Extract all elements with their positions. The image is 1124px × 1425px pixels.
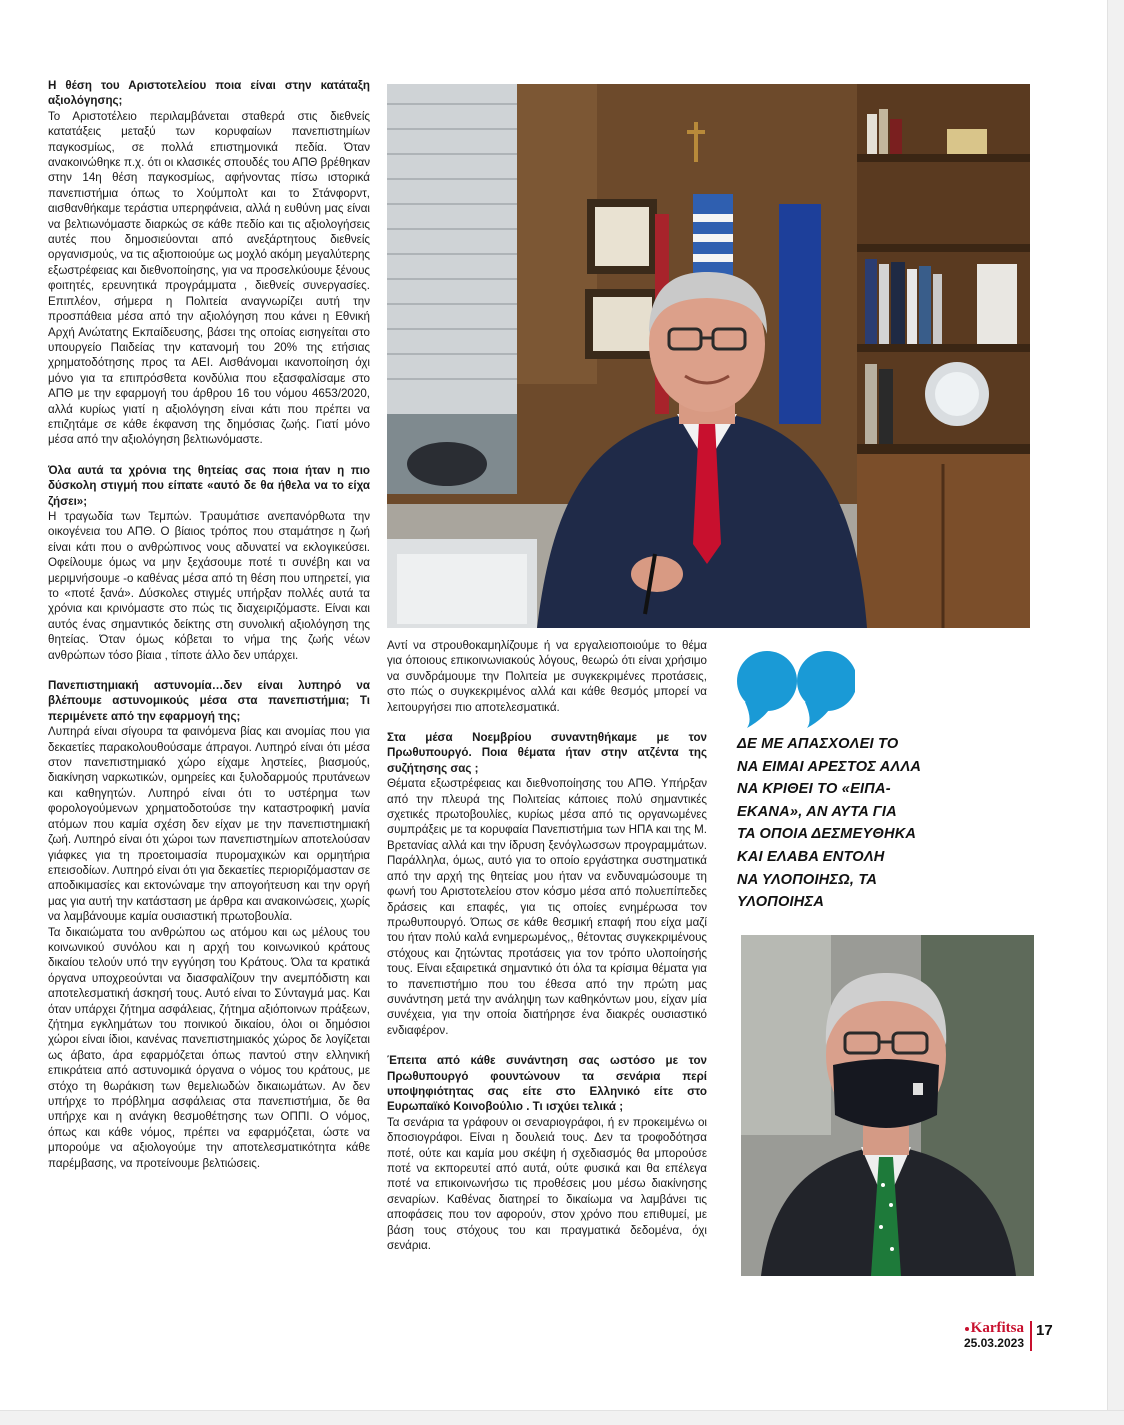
issue-date: 25.03.2023 — [963, 1336, 1024, 1350]
middle-question: Στα μέσα Νοεμβρίου συναντηθήκαμε με τον Πρωθυπουργό. Ποια θέματα ήταν στην ατζέντα της συζήτησης σας ; — [387, 731, 707, 775]
pull-quote-line: ΥΛΟΠΟΙΗΣΑ — [737, 894, 825, 911]
left-question: Η θέση του Αριστοτελείου ποια είναι στην κατάταξη αξιολόγησης; — [48, 79, 370, 108]
pull-quote-line: ΝΑ ΥΛΟΠΟΙΗΣΩ, ΤΑ — [737, 871, 878, 888]
middle-spacer — [387, 715, 707, 730]
middle-paragraph: Αντί να στρουθοκαμηλίζουμε ή να εργαλειοποιούμε το θέμα για όποιους επικοινωνιακούς λόγους, θεωρώ ότι είναι χρήσιμο να συνδράμουμε την Πολιτεία με συγκεκριμένες προτάσεις, στο πώς ο συγκεκριμένος αλλά και κάθε θεσμός μπορεί να λειτουργήσει πιο αποτελεσματικά. — [387, 639, 707, 714]
pull-quote-line: ΝΑ ΚΡΙΘΕΙ ΤΟ «ΕΙΠΑ- — [737, 781, 891, 798]
left-spacer — [48, 448, 370, 463]
page-edge-right — [1107, 0, 1124, 1425]
pull-quote — [737, 733, 1037, 914]
quote-marks-icon — [735, 648, 855, 728]
main-photo — [387, 84, 1030, 628]
masked-portrait-photo — [741, 935, 1034, 1276]
middle-column — [387, 638, 707, 1253]
page-edge-bottom — [0, 1410, 1124, 1425]
pull-quote-line: ΝΑ ΕΙΜΑΙ ΑΡΕΣΤΟΣ ΑΛΛΑ — [737, 758, 922, 775]
left-paragraph: Η τραγωδία των Τεμπών. Τραυμάτισε ανεπανόρθωτα την οικογένεια του ΑΠΘ. Ο βίαιος τρόπος που σταμάτησε η ζωή είναι κάτι που ο ανθρώπινος νους αδυνατεί να εκλογικεύσει. Οφείλουμε όμως να μην ξεχάσουμε ποτέ τι συνέβη και να μεριμνήσουμε -ο καθένας μέσα από τη θέση που υπηρετεί, για το «ποτέ ξανά». Δύσκολες στιγμές υπήρξαν πολλές αυτά τα χρόνια και κρινόμαστε στο πώς τις διαχειριζόμαστε. Είναι και αυτός ένας σημαντικός δείκτης στη συνολική αξιολόγηση της θητείας. Όταν όμως κόβεται το νήμα της ζωής νέων ανθρώπων τόσο βίαια , τίποτε άλλο δεν υπάρχει. — [48, 509, 370, 662]
middle-paragraph: Τα σενάρια τα γράφουν οι σεναριογράφοι, ή εν προκειμένω οι δποσιογράφοι. Είναι η δουλειά τους. Δεν τα τροφοδότησα ποτέ, ούτε και καμία μου σκέψη ή σχεδιασμός θα μπορούσε ποτέ να εκπορευτεί από αυτά, ούτε φυσικά και θα επέλεγα ποτέ να επικοινωνήσω τις προθέσεις μου μέσω διακίνησης σεναρίων. Καθένας διατηρεί το δικαίωμα να λαμβάνει τις αποφάσεις που τον αφορούν, στον χρόνο που επιθυμεί, με βάση τους στόχους του και πραγματικά δεδομένα, όχι σενάρια. — [387, 1115, 707, 1253]
left-paragraph: Το Αριστοτέλειο περιλαμβάνεται σταθερά στις διεθνείς κατατάξεις μεταξύ των κορυφαίων πανεπιστημίων παγκοσμίως, σε πολλά επιστημονικά πεδία. Όταν ανακοινώθηκε π.χ. ότι οι κλασικές σπουδές του ΑΠΘ βρέθηκαν στην 14η θέση παγκοσμίως, αφήνοντας πίσω ιστορικά πανεπιστήμια όπως το Χούμπολτ και το Στάνφορντ, αισθανθήκαμε τεράστια υπερηφάνεια, αλλά η ευθύνη μας είναι να βελτιωνόμαστε διαρκώς σε κάθε πεδίο και τις αξιολογήσεις αυτές που δημοσιεύονται από ανεξάρτητους διεθνείς οργανισμούς, να τις αξιοποιούμε ως μοχλό ακόμη μεγαλύτερης εξωστρέφειας και διεθνοποίησης, για να προσελκύουμε ξένους φοιτητές, ερευνητικά προγράμματα , διεθνείς συνεργασίες. Επιπλέον, σήμερα η Πολιτεία αναγνωρίζει αυτή την προσπάθεια μέσα από την αξιολόγηση που κάνει η Εθνική Αρχή Ανώτατης Εκπαίδευσης, βάσει της οποίας εισηγείται στο υπουργείο Παιδείας την κατανομή του 20% της ετήσιας χρηματοδότησης προς τα ΑΕΙ. Αισθάνομαι ικανοποίηση όχι μόνο για τα επιπρόσθετα κονδύλια που εξασφαλίσαμε στο ΑΠΘ με την εφαρμογή του άρθρου 16 του νόμου 4653/2020, αλλά κυρίως γιατί η αξιολόγηση είναι κάτι που πρέπει να επιζητάμε σε κάθε έκφανση της δημόσιας ζωής. Γιατί μόνο μέσα από την αξιολόγηση βελτιωνόμαστε. — [48, 109, 370, 447]
pull-quote-line: ΚΑΙ ΕΛΑΒΑ ΕΝΤΟΛΗ — [737, 848, 885, 865]
pull-quote-line: ΕΚΑΝΑ», ΑΝ ΑΥΤΑ ΓΙΑ — [737, 803, 897, 820]
page-number-divider — [1030, 1321, 1032, 1351]
pull-quote-line: ΤΑ ΟΠΟΙΑ ΔΕΣΜΕΥΘΗΚΑ — [737, 826, 917, 843]
middle-spacer — [387, 1038, 707, 1053]
middle-question: Έπειτα από κάθε συνάντηση σας ωστόσο με τον Πρωθυπουργό φουντώνουν τα σενάρια περί υποψηφιότητας σας είτε στο Ελληνικό είτε στο Ευρωπαϊκό Κοινοβούλιο . Τι ισχύει τελικά ; — [387, 1054, 707, 1114]
middle-paragraph: Θέματα εξωστρέφειας και διεθνοποίησης του ΑΠΘ. Υπήρξαν από την πλευρά της Πολιτείας κάποιες πολύ σημαντικές σχετικές πρωτοβουλίες, κυρίως μέσα από τις οργανωμένες συμπράξεις με τα κορυφαία Πανεπιστήμια των ΗΠΑ και της Μ. Βρετανίας αλλά και την ίδρυση ξενόγλωσσων προγραμμάτων. Παράλληλα, όμως, αυτό για το οποίο εργάστηκα συστηματικά από την αρχή της θητείας μου ήταν να ενδυναμώσουμε τη φωνή του Αριστοτελείου στον κόσμο μέσα από πολυεπίπεδες δράσεις και επαφές, για τις οποίες ενημέρωσα τον πρωθυπουργό. Όπως σε κάθε θεσμική επαφή που είχα μαζί του ήταν πολύ καλά ενημερωμένος,, θέτοντας συγκεκριμένους στόχους και ζητώντας προτάσεις για τον τρόπο υλοποίησής τους. Είναι εξαιρετικά σημαντικό ότι όλα τα κρίσιμα θέματα για το πανεπιστήμιο που του έθεσα από την πρώτη μας συνάντηση μετά την ανάληψη των καθηκόντων μου, είχαν μία συνέχεια, για την οποία διατήρησε ένα διακρές ουσιαστικό ενδιαφέρον. — [387, 777, 707, 1037]
left-paragraph: Τα δικαιώματα του ανθρώπου ως ατόμου και ως μέλους του κοινωνικού συνόλου και η αρχή του κοινωνικού κράτους δικαίου τελούν υπό την εγγύηση του Κράτους. Όλα τα κρατικά όργανα υποχρεούνται να διασφαλίζουν την ανεμπόδιστη και αποτελεσματική άσκησή τους. Αυτό είναι το Σύνταγμά μας. Και όταν υπάρχει ζήτημα ασφάλειας, ζήτημα αξιόποινων πράξεων, ζήτημα εγκλημάτων του ποινικού δικαίου, όλοι οι δημόσιοι χώροι είναι ίδιοι, κανένας πανεπιστημιακός χώρος δε λογίζεται ως άβατο, άρα εφαρμόζεται όπως παντού στην ελληνική επικράτεια από αστυνομικά όργανα ο νόμος του κράτους, με στόχο τη θωράκιση των θεμελιωδών δικαιωμάτων. Αν δεν υπήρχε το πρόβλημα ασφάλειας στα πανεπιστήμια, δε θα υπήρχε και η ανάγκη θεσμοθέτησης των ΟΠΠΙ. Ο νόμος, όπως και κάθε νόμος, πρέπει να εφαρμόζεται, ώστε να μπορούμε να αξιολογούμε την αποτελεσματικότητα κάθε παρέμβασης, να προτείνουμε βελτιώσεις. — [48, 925, 370, 1170]
left-question: Όλα αυτά τα χρόνια της θητείας σας ποια ήταν η πιο δύσκολη στιγμή που είπατε «αυτό δε θα ήθελα να το είχα ζήσει»; — [48, 463, 370, 508]
left-paragraph: Λυπηρά είναι σίγουρα τα φαινόμενα βίας και ανομίας που για δεκαετίες παρακολουθούσαμε άπραγοι. Λυπηρό είναι ότι μέσα στον πανεπιστημιακό χώρο είχαμε ληστείες, βιασμούς, διακίνηση ναρκωτικών, ομηρείες και ξυλοδαρμούς πρυτάνεων και καθηγητών. Λυπηρό είναι ότι το υστέρημα των φορολογούμενων χρηματοδοτούσε την καταστροφική μανία ατόμων που καμία σχέση δεν είχαν με την πανεπιστημιακή ζωή. Λυπηρό είναι ότι χώροι των πανεπιστημίων αποτελούσαν γιάφκες για τη προετοιμασία πυρομαχικών και ορμητήρια επεισοδίων. Λυπηρό είναι ότι για δεκαετίες περιοριζόμασταν σε αποδικιμασίες και εκτονώναμε την απογοήτευση και την οργή μας για αυτή την κατάσταση με άρθρα και ανακοινώσεις, χωρίς να λαμβάνουμε καμία ουσιαστική πρωτοβουλία. — [48, 725, 371, 924]
left-spacer — [48, 663, 370, 678]
brand-logo: Karfitsa — [964, 1321, 1024, 1336]
pull-quote-line: ΔΕ ΜΕ ΑΠΑΣΧΟΛΕΙ ΤΟ — [737, 736, 899, 752]
left-column — [48, 78, 370, 1171]
page-number: 17 — [1036, 1322, 1053, 1339]
left-question: Πανεπιστημιακή αστυνομία…δεν είναι λυπηρό να βλέπουμε αστυνομικούς μέσα στα πανεπιστήμια; Τι περιμένετε από την εφαρμογή της; — [48, 679, 370, 723]
footer — [964, 1321, 1024, 1350]
